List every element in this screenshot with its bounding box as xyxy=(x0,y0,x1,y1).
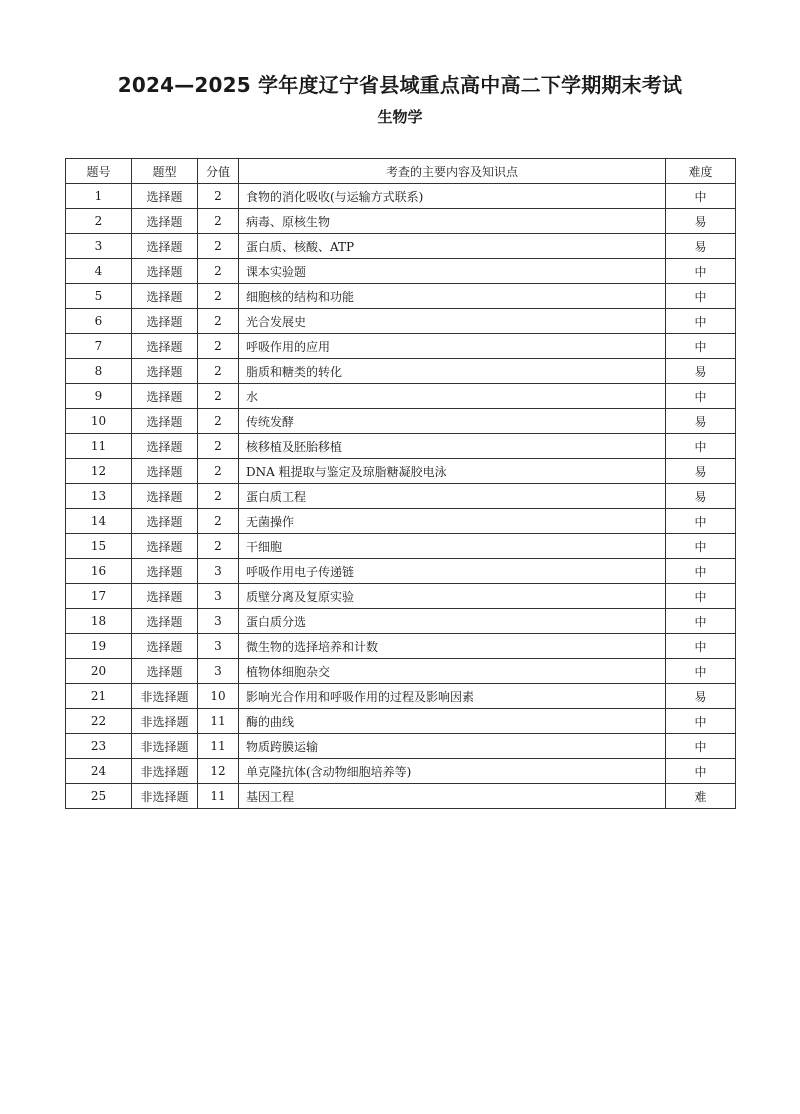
cell-content: 蛋白质工程 xyxy=(239,484,666,509)
cell-content: 基因工程 xyxy=(239,784,666,809)
cell-type: 选择题 xyxy=(132,434,198,459)
cell-content: 课本实验题 xyxy=(239,259,666,284)
table-row xyxy=(66,259,736,284)
cell-content: 单克隆抗体(含动物细胞培养等) xyxy=(239,759,666,784)
cell-type: 非选择题 xyxy=(132,784,198,809)
cell-difficulty: 中 xyxy=(666,259,736,284)
cell-score: 2 xyxy=(198,484,239,509)
cell-number: 14 xyxy=(66,509,132,534)
cell-type: 选择题 xyxy=(132,359,198,384)
table-row xyxy=(66,484,736,509)
cell-type: 选择题 xyxy=(132,509,198,534)
cell-score: 2 xyxy=(198,384,239,409)
cell-number: 18 xyxy=(66,609,132,634)
cell-score: 3 xyxy=(198,584,239,609)
cell-content: 核移植及胚胎移植 xyxy=(239,434,666,459)
table-row xyxy=(66,709,736,734)
cell-content: 蛋白质、核酸、ATP xyxy=(239,234,666,259)
cell-number: 6 xyxy=(66,309,132,334)
cell-type: 选择题 xyxy=(132,309,198,334)
cell-difficulty: 易 xyxy=(666,234,736,259)
cell-score: 2 xyxy=(198,209,239,234)
table-row xyxy=(66,284,736,309)
cell-type: 选择题 xyxy=(132,234,198,259)
cell-type: 选择题 xyxy=(132,534,198,559)
cell-type: 选择题 xyxy=(132,409,198,434)
cell-score: 2 xyxy=(198,359,239,384)
cell-content: 脂质和糖类的转化 xyxy=(239,359,666,384)
table-body xyxy=(66,184,736,809)
cell-difficulty: 中 xyxy=(666,709,736,734)
table-header-row xyxy=(66,159,736,184)
cell-type: 非选择题 xyxy=(132,684,198,709)
table-row xyxy=(66,559,736,584)
cell-number: 12 xyxy=(66,459,132,484)
cell-type: 选择题 xyxy=(132,584,198,609)
cell-number: 16 xyxy=(66,559,132,584)
cell-score: 2 xyxy=(198,184,239,209)
cell-difficulty: 中 xyxy=(666,659,736,684)
cell-difficulty: 易 xyxy=(666,359,736,384)
cell-content: 水 xyxy=(239,384,666,409)
table-row xyxy=(66,584,736,609)
cell-difficulty: 中 xyxy=(666,734,736,759)
column-header-type: 题型 xyxy=(132,159,198,184)
cell-score: 3 xyxy=(198,659,239,684)
table-row xyxy=(66,359,736,384)
cell-content: 食物的消化吸收(与运输方式联系) xyxy=(239,184,666,209)
cell-number: 21 xyxy=(66,684,132,709)
column-header-content: 考查的主要内容及知识点 xyxy=(239,159,666,184)
cell-content: 微生物的选择培养和计数 xyxy=(239,634,666,659)
cell-difficulty: 中 xyxy=(666,434,736,459)
cell-content: 蛋白质分选 xyxy=(239,609,666,634)
cell-score: 2 xyxy=(198,509,239,534)
cell-score: 2 xyxy=(198,234,239,259)
cell-number: 25 xyxy=(66,784,132,809)
cell-score: 2 xyxy=(198,459,239,484)
table-row xyxy=(66,509,736,534)
cell-type: 选择题 xyxy=(132,209,198,234)
cell-score: 3 xyxy=(198,559,239,584)
cell-difficulty: 易 xyxy=(666,459,736,484)
cell-difficulty: 中 xyxy=(666,534,736,559)
cell-type: 选择题 xyxy=(132,384,198,409)
cell-type: 选择题 xyxy=(132,634,198,659)
cell-content: 质壁分离及复原实验 xyxy=(239,584,666,609)
table-row xyxy=(66,234,736,259)
table-row xyxy=(66,309,736,334)
cell-type: 选择题 xyxy=(132,459,198,484)
cell-score: 2 xyxy=(198,409,239,434)
cell-content: 光合发展史 xyxy=(239,309,666,334)
cell-number: 15 xyxy=(66,534,132,559)
cell-content: 细胞核的结构和功能 xyxy=(239,284,666,309)
cell-score: 11 xyxy=(198,709,239,734)
table-row xyxy=(66,634,736,659)
cell-number: 4 xyxy=(66,259,132,284)
cell-score: 2 xyxy=(198,534,239,559)
cell-difficulty: 中 xyxy=(666,584,736,609)
table-row xyxy=(66,684,736,709)
cell-number: 17 xyxy=(66,584,132,609)
cell-difficulty: 难 xyxy=(666,784,736,809)
cell-difficulty: 易 xyxy=(666,484,736,509)
cell-type: 选择题 xyxy=(132,284,198,309)
column-header-score: 分值 xyxy=(198,159,239,184)
cell-score: 3 xyxy=(198,609,239,634)
table-row xyxy=(66,209,736,234)
cell-number: 24 xyxy=(66,759,132,784)
cell-content: 传统发酵 xyxy=(239,409,666,434)
cell-score: 3 xyxy=(198,634,239,659)
cell-difficulty: 中 xyxy=(666,184,736,209)
cell-score: 2 xyxy=(198,284,239,309)
cell-score: 11 xyxy=(198,784,239,809)
cell-number: 23 xyxy=(66,734,132,759)
cell-content: 呼吸作用的应用 xyxy=(239,334,666,359)
table-row xyxy=(66,184,736,209)
cell-difficulty: 易 xyxy=(666,409,736,434)
cell-difficulty: 易 xyxy=(666,209,736,234)
cell-type: 选择题 xyxy=(132,184,198,209)
cell-difficulty: 中 xyxy=(666,759,736,784)
cell-content: DNA 粗提取与鉴定及琼脂糖凝胶电泳 xyxy=(239,459,666,484)
page-title: 2024—2025 学年度辽宁省县域重点高中高二下学期期末考试 xyxy=(117,73,683,97)
cell-content: 干细胞 xyxy=(239,534,666,559)
cell-type: 选择题 xyxy=(132,259,198,284)
cell-type: 选择题 xyxy=(132,559,198,584)
cell-number: 19 xyxy=(66,634,132,659)
cell-number: 11 xyxy=(66,434,132,459)
cell-type: 非选择题 xyxy=(132,759,198,784)
cell-type: 非选择题 xyxy=(132,709,198,734)
table-row xyxy=(66,384,736,409)
cell-score: 10 xyxy=(198,684,239,709)
cell-score: 2 xyxy=(198,434,239,459)
table-row xyxy=(66,759,736,784)
cell-number: 2 xyxy=(66,209,132,234)
cell-difficulty: 中 xyxy=(666,559,736,584)
table-row xyxy=(66,434,736,459)
cell-number: 22 xyxy=(66,709,132,734)
cell-number: 1 xyxy=(66,184,132,209)
cell-content: 病毒、原核生物 xyxy=(239,209,666,234)
column-header-number: 题号 xyxy=(66,159,132,184)
cell-number: 3 xyxy=(66,234,132,259)
cell-difficulty: 中 xyxy=(666,334,736,359)
cell-type: 选择题 xyxy=(132,609,198,634)
cell-score: 2 xyxy=(198,334,239,359)
cell-type: 选择题 xyxy=(132,484,198,509)
cell-number: 5 xyxy=(66,284,132,309)
cell-score: 11 xyxy=(198,734,239,759)
cell-content: 影响光合作用和呼吸作用的过程及影响因素 xyxy=(239,684,666,709)
cell-score: 2 xyxy=(198,259,239,284)
cell-number: 20 xyxy=(66,659,132,684)
column-header-difficulty: 难度 xyxy=(666,159,736,184)
cell-type: 选择题 xyxy=(132,659,198,684)
cell-difficulty: 中 xyxy=(666,384,736,409)
cell-difficulty: 中 xyxy=(666,309,736,334)
table-row xyxy=(66,459,736,484)
table-row xyxy=(66,609,736,634)
cell-content: 物质跨膜运输 xyxy=(239,734,666,759)
cell-score: 2 xyxy=(198,309,239,334)
cell-type: 选择题 xyxy=(132,334,198,359)
cell-difficulty: 中 xyxy=(666,634,736,659)
table-row xyxy=(66,659,736,684)
table-row xyxy=(66,784,736,809)
cell-content: 酶的曲线 xyxy=(239,709,666,734)
cell-number: 8 xyxy=(66,359,132,384)
table-row xyxy=(66,734,736,759)
cell-type: 非选择题 xyxy=(132,734,198,759)
cell-difficulty: 中 xyxy=(666,284,736,309)
cell-content: 植物体细胞杂交 xyxy=(239,659,666,684)
table-row xyxy=(66,334,736,359)
table-row xyxy=(66,409,736,434)
exam-table xyxy=(65,158,736,809)
cell-content: 无菌操作 xyxy=(239,509,666,534)
table-row xyxy=(66,534,736,559)
cell-number: 10 xyxy=(66,409,132,434)
cell-content: 呼吸作用电子传递链 xyxy=(239,559,666,584)
cell-number: 7 xyxy=(66,334,132,359)
cell-score: 12 xyxy=(198,759,239,784)
cell-difficulty: 中 xyxy=(666,609,736,634)
cell-difficulty: 易 xyxy=(666,684,736,709)
cell-difficulty: 中 xyxy=(666,509,736,534)
cell-number: 13 xyxy=(66,484,132,509)
page-subtitle: 生物学 xyxy=(377,108,423,126)
cell-number: 9 xyxy=(66,384,132,409)
